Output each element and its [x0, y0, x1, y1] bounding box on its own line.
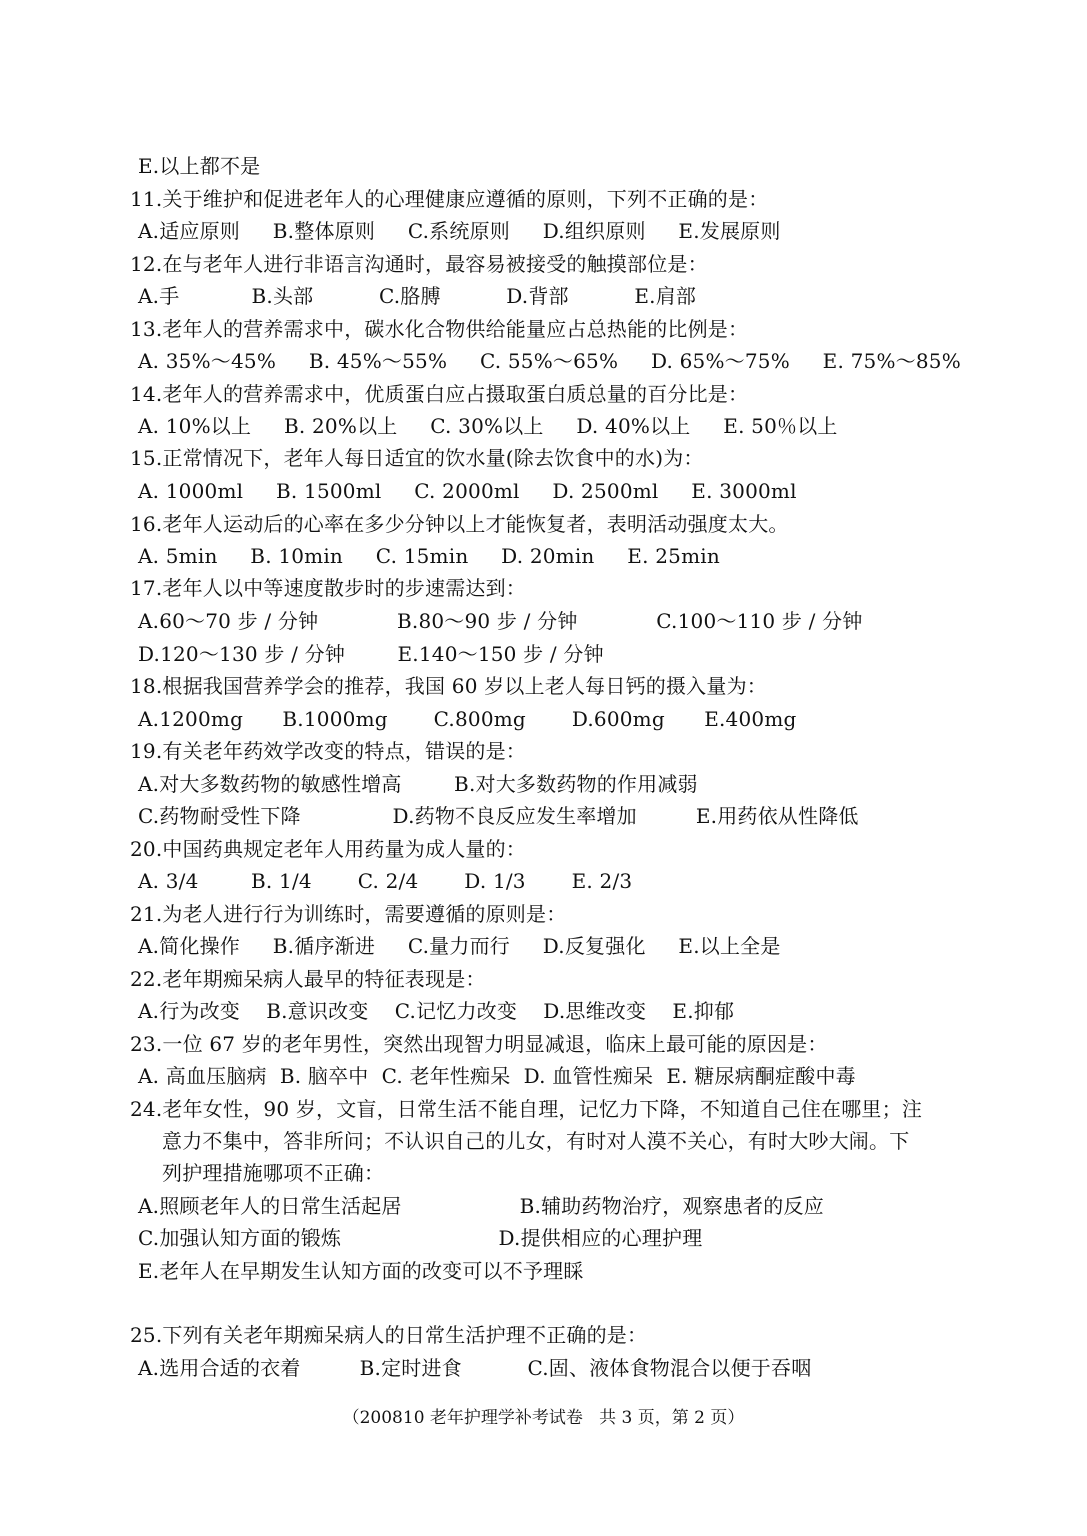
answer-options: A.选用合适的衣着 B.定时进食 C.固、液体食物混合以便于吞咽: [138, 1356, 812, 1380]
answer-options: A. 3/4 B. 1/4 C. 2/4 D. 1/3 E. 2/3: [138, 869, 633, 893]
question-stem: 14.老年人的营养需求中，优质蛋白应占摄取蛋白质总量的百分比是：: [130, 382, 749, 406]
answer-options: A.60～70 步 / 分钟 B.80～90 步 / 分钟 C.100～110 步 / 分钟: [138, 609, 863, 633]
question-stem: 16.老年人运动后的心率在多少分钟以上才能恢复者，表明活动强度太大。: [130, 512, 789, 536]
question-stem-continued: 意力不集中，答非所问；不认识自己的儿女，有时对人漠不关心，有时大吵大闹。下: [162, 1129, 910, 1153]
answer-options: A.照顾老年人的日常生活起居 B.辅助药物治疗，观察患者的反应: [138, 1194, 824, 1218]
question-stem: 23.一位 67 岁的老年男性，突然出现智力明显减退，临床上最可能的原因是：: [130, 1032, 828, 1056]
answer-options: A.1200mg B.1000mg C.800mg D.600mg E.400mg: [138, 707, 797, 731]
question-stem-continued: 列护理措施哪项不正确：: [162, 1161, 385, 1185]
question-stem: 18.根据我国营养学会的推荐，我国 60 岁以上老人每日钙的摄入量为：: [130, 674, 767, 698]
question-stem: 17.老年人以中等速度散步时的步速需达到：: [130, 576, 527, 600]
page-footer: （200810 老年护理学补考试卷 共 3 页，第 2 页）: [342, 1408, 745, 1428]
question-stem: 25.下列有关老年期痴呆病人的日常生活护理不正确的是：: [130, 1323, 648, 1347]
question-stem: 12.在与老年人进行非语言沟通时，最容易被接受的触摸部位是：: [130, 252, 708, 276]
answer-options: A. 高血压脑病 B. 脑卒中 C. 老年性痴呆 D. 血管性痴呆 E. 糖尿病酮症酸中毒: [138, 1064, 856, 1088]
question-stem: 19.有关老年药效学改变的特点，错误的是：: [130, 739, 527, 763]
question-stem: 15.正常情况下，老年人每日适宜的饮水量(除去饮食中的水)为：: [130, 446, 704, 470]
question-stem: 24.老年女性，90 岁，文盲，日常生活不能自理，记忆力下降，不知道自己住在哪里；注: [130, 1097, 923, 1121]
question-stem: 11.关于维护和促进老年人的心理健康应遵循的原则，下列不正确的是：: [130, 187, 769, 211]
answer-options: A. 1000ml B. 1500ml C. 2000ml D. 2500ml E. 3000ml: [138, 479, 797, 503]
answer-options: E.老年人在早期发生认知方面的改变可以不予理睬: [138, 1259, 584, 1283]
answer-options: A.简化操作 B.循序渐进 C.量力而行 D.反复强化 E.以上全是: [138, 934, 781, 958]
answer-options: D.120～130 步 / 分钟 E.140～150 步 / 分钟: [138, 642, 604, 666]
answer-options: A. 5min B. 10min C. 15min D. 20min E. 25min: [138, 544, 720, 568]
answer-options: C.加强认知方面的锻炼 D.提供相应的心理护理: [138, 1226, 703, 1250]
answer-options: C.药物耐受性下降 D.药物不良反应发生率增加 E.用药依从性降低: [138, 804, 859, 828]
question-stem: 13.老年人的营养需求中，碳水化合物供给能量应占总热能的比例是：: [130, 317, 749, 341]
answer-options: A.行为改变 B.意识改变 C.记忆力改变 D.思维改变 E.抑郁: [138, 999, 735, 1023]
question-stem: 22.老年期痴呆病人最早的特征表现是：: [130, 967, 486, 991]
question-stem: 21.为老人进行行为训练时，需要遵循的原则是：: [130, 902, 567, 926]
answer-options: A. 10%以上 B. 20%以上 C. 30%以上 D. 40%以上 E. 50％以上: [138, 414, 838, 438]
question-stem: 20.中国药典规定老年人用药量为成人量的：: [130, 837, 527, 861]
answer-options: E.以上都不是: [138, 154, 261, 178]
answer-options: A.手 B.头部 C.胳膊 D.背部 E.肩部: [138, 284, 697, 308]
answer-options: A.对大多数药物的敏感性增高 B.对大多数药物的作用减弱: [138, 772, 698, 796]
answer-options: A. 35%～45% B. 45%～55% C. 55%～65% D. 65%～75% E. 75%～85%: [138, 349, 961, 373]
answer-options: A.适应原则 B.整体原则 C.系统原则 D.组织原则 E.发展原则: [138, 219, 781, 243]
